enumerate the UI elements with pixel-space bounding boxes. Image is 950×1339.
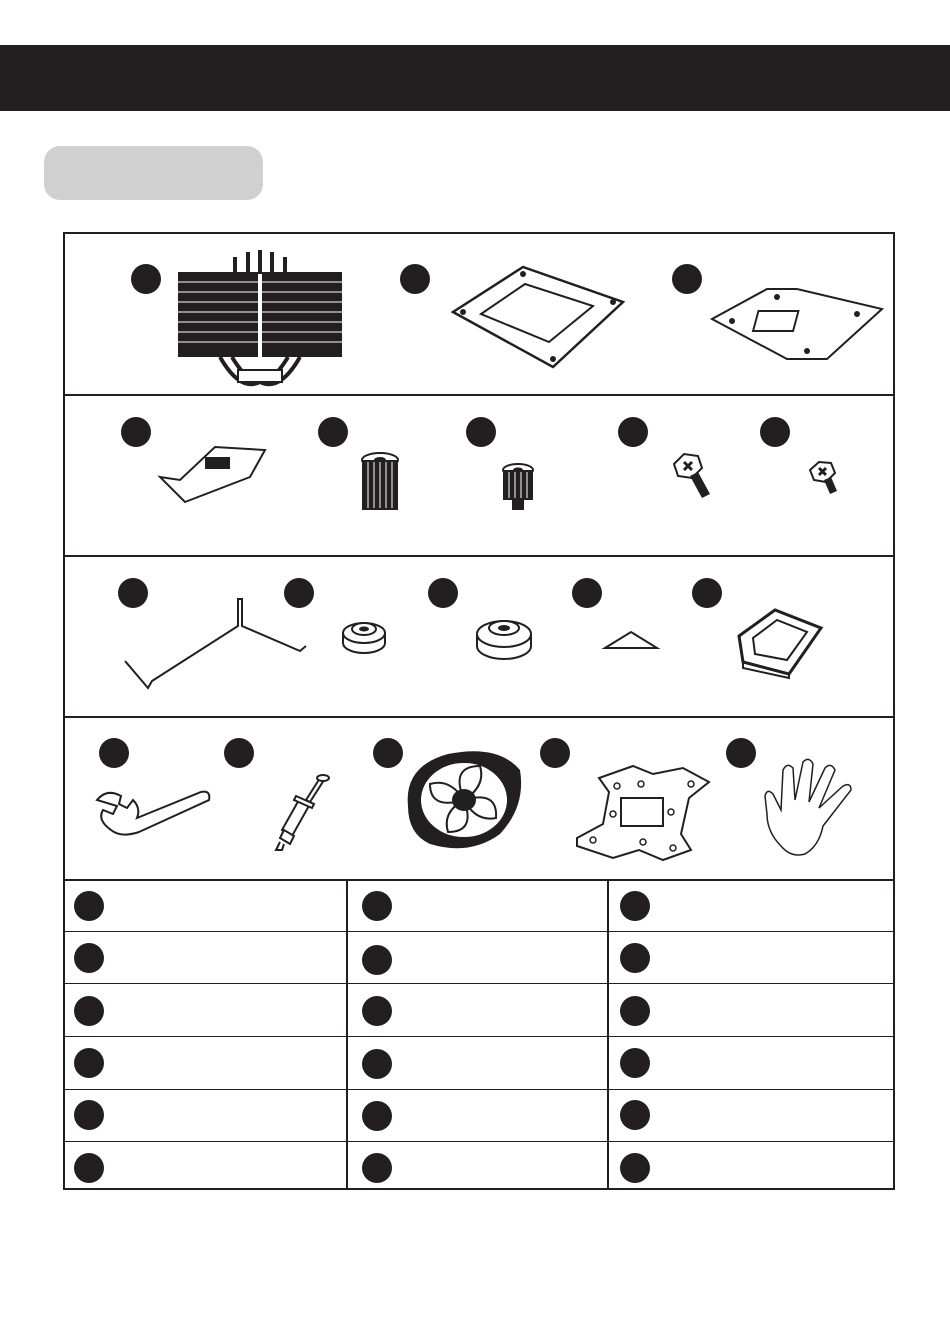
legend-column-divider xyxy=(607,879,609,1190)
legend-badge xyxy=(362,891,392,921)
legend-badge xyxy=(74,1048,104,1078)
fan-clip-wire-icon xyxy=(120,596,310,691)
amd-retention-bracket-icon xyxy=(155,432,275,504)
legend-badge xyxy=(362,945,392,975)
short-screw-icon xyxy=(808,460,842,500)
item-number-badge xyxy=(318,417,348,447)
legend-badge xyxy=(620,1100,650,1130)
fan-icon xyxy=(400,746,526,852)
legend-badge xyxy=(74,1153,104,1183)
item-number-badge xyxy=(121,417,151,447)
legend-badge xyxy=(362,1101,392,1131)
legend-row-divider xyxy=(65,1089,893,1090)
item-number-badge xyxy=(131,264,161,294)
wrench-icon xyxy=(93,782,213,840)
legend-badge xyxy=(620,1153,650,1183)
universal-backplate-icon xyxy=(573,764,713,862)
item-number-badge xyxy=(400,264,430,294)
long-standoff-nut-icon xyxy=(360,452,400,516)
legend-column-divider xyxy=(346,879,348,1190)
backplate-icon xyxy=(707,279,887,364)
legend-badge xyxy=(620,891,650,921)
item-number-badge xyxy=(760,417,790,447)
thermal-pad-icon xyxy=(603,628,659,652)
item-number-badge xyxy=(726,738,756,768)
legend-badge xyxy=(74,996,104,1026)
legend-row-divider xyxy=(65,983,893,984)
long-screw-icon xyxy=(670,452,716,502)
item-number-badge xyxy=(428,578,458,608)
item-number-badge xyxy=(618,417,648,447)
section-title-pill xyxy=(44,146,263,200)
thermal-paste-syringe-icon xyxy=(270,770,334,852)
legend-badge xyxy=(74,891,104,921)
item-number-badge xyxy=(672,264,702,294)
item-number-badge xyxy=(224,738,254,768)
legend-badge xyxy=(620,1048,650,1078)
panel-divider xyxy=(65,394,893,396)
legend-badge xyxy=(620,996,650,1026)
panel-divider xyxy=(65,555,893,557)
legend-badge xyxy=(620,943,650,973)
legend-badge xyxy=(362,996,392,1026)
panel-divider xyxy=(65,716,893,718)
legend-row-divider xyxy=(65,1036,893,1037)
legend-badge xyxy=(74,1100,104,1130)
item-number-badge xyxy=(540,738,570,768)
parts-sheet xyxy=(63,232,895,1190)
item-number-badge xyxy=(373,738,403,768)
heatsink-tower-icon xyxy=(170,242,350,392)
legend-badge xyxy=(362,1049,392,1079)
legend-badge xyxy=(362,1153,392,1183)
panel-divider xyxy=(65,879,893,881)
socket-cover-icon xyxy=(733,606,825,678)
item-number-badge xyxy=(692,578,722,608)
large-washer-icon xyxy=(475,614,533,662)
item-number-badge xyxy=(466,417,496,447)
legend-row-divider xyxy=(65,931,893,932)
item-number-badge xyxy=(284,578,314,608)
small-washer-icon xyxy=(341,619,387,657)
intel-mounting-frame-icon xyxy=(443,262,633,372)
item-number-badge xyxy=(99,738,129,768)
glove-icon xyxy=(761,754,875,860)
legend-badge xyxy=(74,943,104,973)
header-bar xyxy=(0,45,950,111)
legend-row-divider xyxy=(65,1141,893,1142)
item-number-badge xyxy=(572,578,602,608)
short-standoff-nut-icon xyxy=(501,462,535,514)
